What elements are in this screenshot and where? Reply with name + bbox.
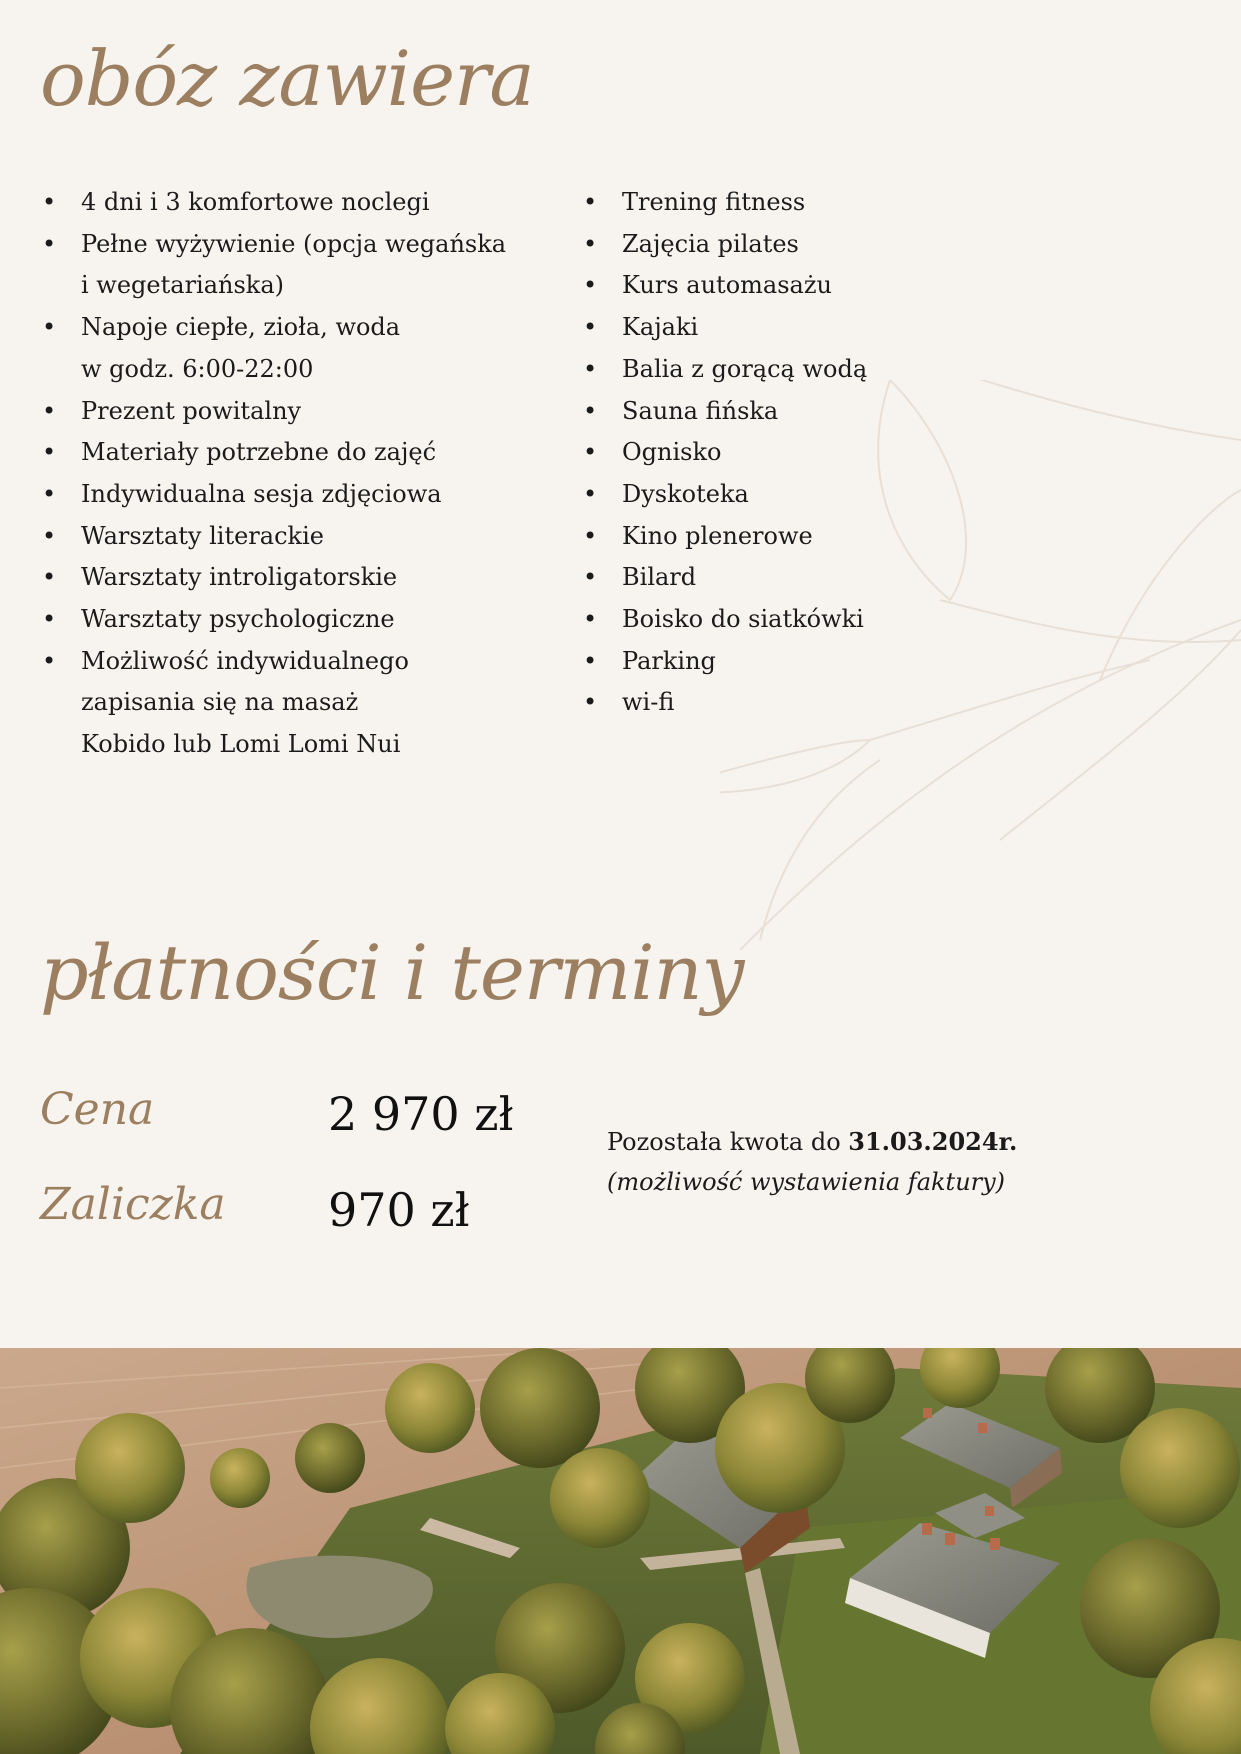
list-item: • Prezent powitalny [40,391,560,433]
list-item: • Warsztaty psychologiczne [40,599,560,641]
list-item: • Warsztaty introligatorskie [40,557,560,599]
list-item: • Parking [581,641,941,683]
list-item: • Napoje ciepłe, zioła, woda w godz. 6:00-22:00 [40,307,560,390]
list-item: • Kurs automasażu [581,265,941,307]
payment-note [607,1122,1017,1202]
list-item: • Warsztaty literackie [40,516,560,558]
price-value: 2 970 zł [328,1087,514,1141]
list-item: • Dyskoteka [581,474,941,516]
list-item: • 4 dni i 3 komfortowe noclegi [40,182,560,224]
list-item: • Indywidualna sesja zdjęciowa [40,474,560,516]
list-item: • Trening fitness [581,182,941,224]
includes-list-left [40,182,560,766]
deposit-label: Zaliczka [40,1179,226,1230]
list-item: • Balia z gorącą wodą [581,349,941,391]
note-prefix: Pozostała kwota do [607,1128,849,1156]
deposit-value: 970 zł [328,1183,470,1237]
note-invoice: (możliwość wystawienia faktury) [607,1168,1006,1196]
list-item: • Pełne wyżywienie (opcja wegańska i wegetariańska) [40,224,560,307]
note-date: 31.03.2024r. [848,1127,1018,1156]
list-item: • Kajaki [581,307,941,349]
list-item: • Kino plenerowe [581,516,941,558]
list-item: • Materiały potrzebne do zajęć [40,432,560,474]
price-label: Cena [40,1084,155,1135]
includes-list-right [581,182,941,724]
list-item: • Sauna fińska [581,391,941,433]
section-title-includes: obóz zawiera [40,34,534,123]
aerial-resort-photo [0,1348,1241,1754]
list-item: • Ognisko [581,432,941,474]
list-item: • Zajęcia pilates [581,224,941,266]
list-item: • Boisko do siatkówki [581,599,941,641]
list-item: • wi-fi [581,682,941,724]
list-item: • Możliwość indywidualnego zapisania się na masaż Kobido lub Lomi Lomi Nui [40,641,560,766]
list-item: • Bilard [581,557,941,599]
section-title-payments: płatności i terminy [40,928,744,1017]
